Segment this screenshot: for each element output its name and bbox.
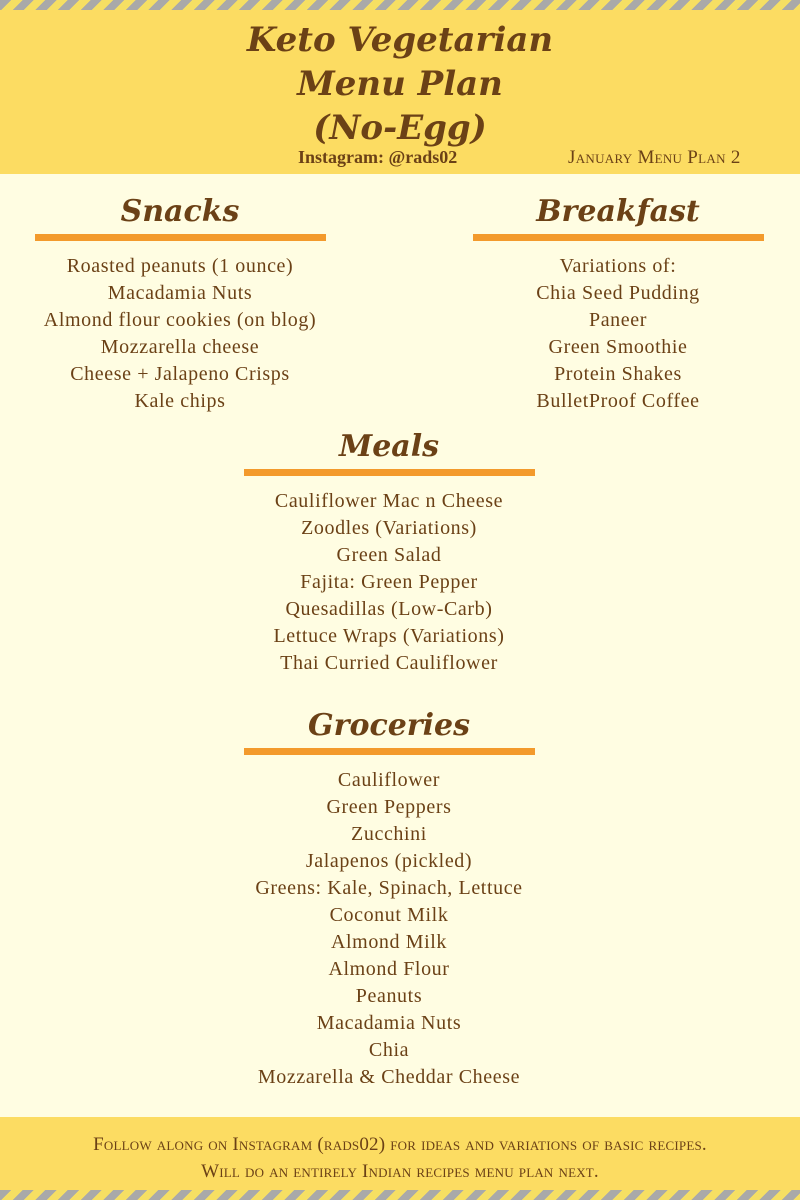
plan-label: January Menu Plan 2 [568, 147, 741, 168]
breakfast-section [468, 192, 768, 415]
footer-note: Follow along on Instagram (rads02) for ideas and variations of basic recipes. [93, 1134, 707, 1155]
meals-list [243, 488, 535, 677]
header-banner [0, 10, 800, 174]
footer-banner [0, 1117, 800, 1190]
list-item: Chia Seed Pudding [536, 282, 700, 304]
title-line: (No-Egg) [313, 108, 487, 148]
list-item: Zoodles (Variations) [301, 517, 477, 539]
list-item: Green Smoothie [548, 336, 688, 358]
list-item: Coconut Milk [329, 904, 449, 926]
snacks-section [10, 192, 350, 415]
bottom-stripe-border [0, 1190, 800, 1200]
list-item: Thai Curried Cauliflower [280, 652, 498, 674]
list-item: Cheese + Jalapeno Crisps [70, 363, 290, 385]
groceries-list [243, 767, 535, 1091]
list-item: Chia [368, 1039, 410, 1061]
list-item: Macadamia Nuts [316, 1012, 462, 1034]
footer-note: Will do an entirely Indian recipes menu plan next. [201, 1161, 599, 1182]
page-title [0, 18, 800, 150]
section-divider [35, 234, 326, 241]
list-item: Macadamia Nuts [107, 282, 253, 304]
snacks-list [10, 253, 350, 415]
title-line: Keto Vegetarian [246, 20, 554, 60]
section-heading-groceries: Groceries [308, 708, 470, 743]
list-item: Paneer [588, 309, 647, 331]
meals-section [243, 427, 535, 677]
breakfast-list [468, 253, 768, 415]
list-item: Green Peppers [326, 796, 452, 818]
section-divider [473, 234, 764, 241]
list-item: Kale chips [134, 390, 226, 412]
list-item: Mozzarella cheese [100, 336, 260, 358]
section-heading-meals: Meals [338, 429, 440, 464]
top-stripe-border [0, 0, 800, 10]
list-item: Jalapenos (pickled) [305, 850, 473, 872]
section-heading-snacks: Snacks [120, 194, 240, 229]
list-item: BulletProof Coffee [536, 390, 700, 412]
instagram-handle: Instagram: @rads02 [298, 147, 458, 167]
title-line: Menu Plan [297, 64, 503, 104]
list-item: Cauliflower [337, 769, 441, 791]
list-item: Lettuce Wraps (Variations) [273, 625, 505, 647]
list-item: Cauliflower Mac n Cheese [274, 490, 504, 512]
section-divider [244, 469, 535, 476]
section-heading-breakfast: Breakfast [536, 194, 700, 229]
list-item: Peanuts [355, 985, 423, 1007]
list-item: Fajita: Green Pepper [300, 571, 478, 593]
list-item: Almond flour cookies (on blog) [43, 309, 317, 331]
list-item: Almond Milk [330, 931, 448, 953]
list-item: Mozzarella & Cheddar Cheese [257, 1066, 521, 1088]
list-item: Protein Shakes [554, 363, 682, 385]
list-item: Roasted peanuts (1 ounce) [66, 255, 294, 277]
list-item: Green Salad [336, 544, 442, 566]
list-item: Zucchini [351, 823, 427, 845]
list-item: Variations of: [559, 255, 677, 277]
groceries-section [243, 706, 535, 1091]
list-item: Almond Flour [328, 958, 450, 980]
list-item: Quesadillas (Low-Carb) [285, 598, 493, 620]
section-divider [244, 748, 535, 755]
list-item: Greens: Kale, Spinach, Lettuce [255, 877, 523, 899]
